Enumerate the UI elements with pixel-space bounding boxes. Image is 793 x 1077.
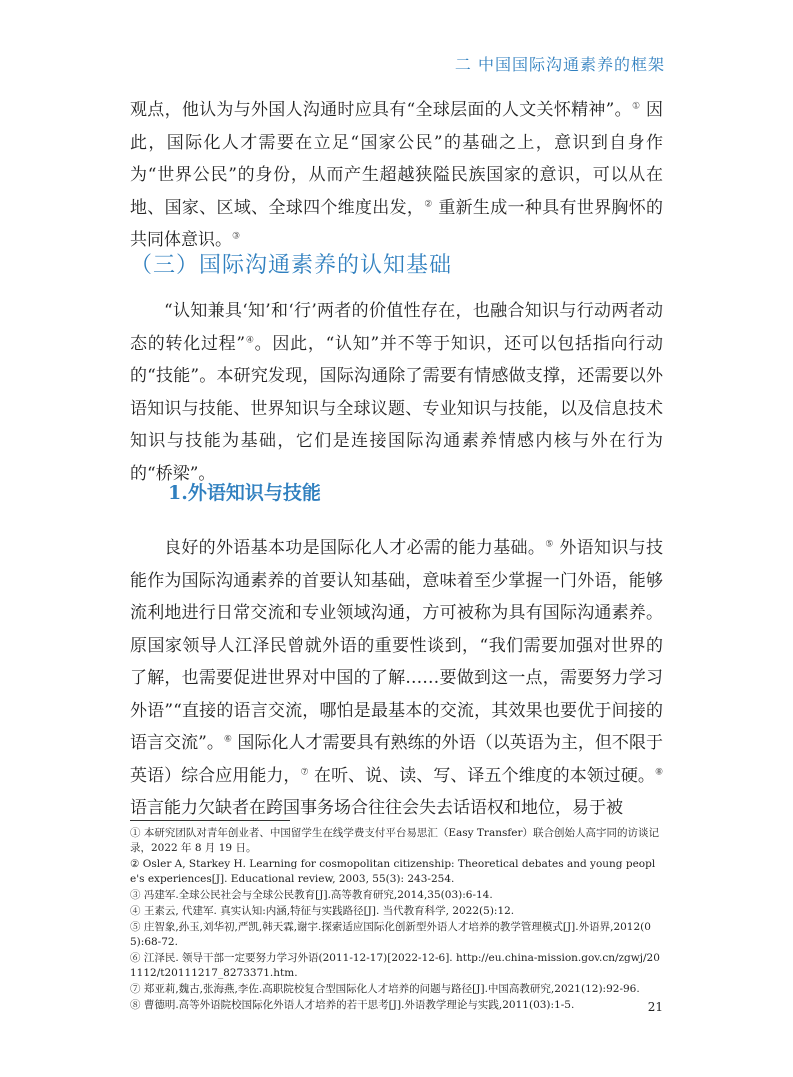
paragraph-text: “认知兼具‘知’和‘行’两者的价值性存在，也融合知识与行动两者动态的转化过程” xyxy=(130,301,663,354)
paragraph-text: 良好的外语基本功是国际化人才必需的能力基础。 xyxy=(164,538,546,558)
footnote-4: ④ 王素云, 代建军. 真实认知:内涵,特征与实践路径[J]. 当代教育科学, 2022(5):12. xyxy=(130,905,515,917)
footnotes xyxy=(130,826,663,1014)
paragraph-2 xyxy=(130,295,663,490)
footnote-ref-5[interactable]: ⑤ xyxy=(545,539,554,550)
paragraph-text: 重新生成一种具有世界胸怀的共同体意识。 xyxy=(130,197,664,250)
footnote-1: ① 本研究团队对青年创业者、中国留学生在线学费支付平台易思汇（Easy Transfer）联合创始人高宇同的访谈记录，2022 年 8 月 19 日。 xyxy=(130,827,659,854)
subsection-heading: 1.外语知识与技能 xyxy=(168,482,321,504)
paragraph-1 xyxy=(130,94,663,257)
paragraph-text: 在听、说、读、写、译五个维度的本领过硬。 xyxy=(308,765,655,786)
footnote-ref-4[interactable]: ④ xyxy=(245,334,255,345)
footnote-divider xyxy=(130,820,290,821)
paragraph-3 xyxy=(130,532,663,825)
footnote-7: ⑦ 郑亚莉,魏古,张海燕,李佐.高职院校复合型国际化人才培养的问题与路径[J].中国高教研究,2021(12):92-96. xyxy=(130,983,640,995)
paragraph-text: 观点，他认为与外国人沟通时应具有“全球层面的人文关怀精神”。 xyxy=(130,100,632,120)
paragraph-text: 国际化人才需要具有熟练的外语（以英语为主，但不限于英语）综合应用能力， xyxy=(130,733,663,786)
footnote-6: ⑥ 江泽民. 领导干部一定要努力学习外语(2011-12-17)[2022-12-6]. http://eu.china-mission.gov.cn/zgwj/201112/t20111217_8273371.htm. xyxy=(130,952,660,979)
footnote-3: ③ 冯建军.全球公民社会与全球公民教育[J].高等教育研究,2014,35(03):6-14. xyxy=(130,889,493,901)
footnote-ref-3[interactable]: ③ xyxy=(232,231,241,242)
footnote-ref-2[interactable]: ② xyxy=(424,198,433,209)
footnote-ref-7[interactable]: ⑦ xyxy=(300,766,309,777)
footnote-8: ⑧ 曹德明.高等外语院校国际化外语人才培养的若干思考[J].外语教学理论与实践,2011(03):1-5. xyxy=(130,999,575,1011)
footnote-ref-8[interactable]: ⑧ xyxy=(654,766,664,777)
page-number: 21 xyxy=(647,1000,663,1014)
paragraph-text: 语言能力欠缺者在跨国事务场合往往会失去话语权和地位，易于被 xyxy=(130,798,623,818)
paragraph-text: 外语知识与技能作为国际沟通素养的首要认知基础，意味着至少掌握一门外语，能够流利地进行日常交流和专业领域沟通，方可被称为具有国际沟通素养。原国家领导人江泽民曾就外语的重要性谈到，“我们需要加强对世界的了解，也需要促进世界对中国的了解……要做到这一点，需要努力学习外语”“直接的语言交流，哪怕是最基本的交流，其效果也要优于间接的语言交流”。 xyxy=(130,538,663,753)
section-heading: （三）国际沟通素养的认知基础 xyxy=(130,253,453,278)
footnote-2: ② Osler A, Starkey H. Learning for cosmopolitan citizenship: Theoretical debates and young people's experiences[J]. Educational review, 2003, 55(3): 243-254. xyxy=(130,858,656,885)
footnote-ref-1[interactable]: ① xyxy=(631,101,641,112)
paragraph-text: 。因此，“认知”并不等于知识，还可以包括指向行动的“技能”。本研究发现，国际沟通除了需要有情感做支撑，还需要以外语知识与技能、世界知识与全球议题、专业知识与技能，以及信息技术知识与技能为基础，它们是连接国际沟通素养情感内核与外在行为的“桥梁”。 xyxy=(130,333,663,484)
footnote-5: ⑤ 庄智象,孙玉,刘华初,严凯,韩天霖,谢宇.探索适应国际化创新型外语人才培养的教学管理模式[J].外语界,2012(05):68-72. xyxy=(130,921,651,948)
paragraph-text: 因此，国际化人才需要在立足“国家公民”的基础之上，意识到自身作为“世界公民”的身份，从而产生超越狭隘民族国家的意识，可以从在地、国家、区域、全球四个维度出发， xyxy=(130,100,663,218)
running-header: 二 中国国际沟通素养的框架 xyxy=(454,55,665,74)
footnote-ref-6[interactable]: ⑥ xyxy=(223,734,232,745)
